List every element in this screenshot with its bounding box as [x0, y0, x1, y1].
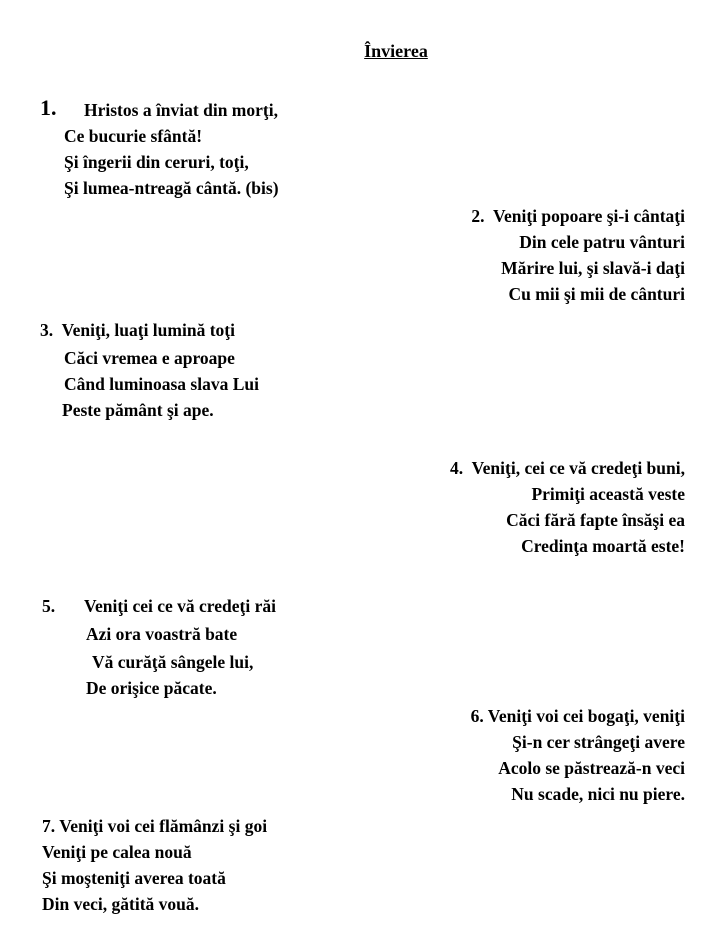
stanza-4 — [345, 456, 685, 566]
stanza-3-line-3: Când luminoasa slava Lui — [64, 374, 259, 394]
stanza-1-line-3: Şi îngerii din ceruri, toţi, — [64, 152, 249, 172]
stanza-4-line-4: Credinţa moartă este! — [521, 536, 685, 556]
stanza-6-number: 6. — [470, 706, 484, 726]
stanza-7-number: 7. — [42, 816, 56, 836]
stanza-5-line-3: Vă curăţă sângele lui, — [92, 652, 254, 672]
page-title: Învierea — [364, 41, 428, 61]
stanza-3-number: 3. — [40, 320, 54, 340]
stanza-6 — [345, 704, 685, 814]
stanza-4-line-3: Căci fără fapte însăşi ea — [506, 510, 685, 530]
stanza-3-line-1: 3. Veniţi, luaţi lumină toţi — [40, 320, 235, 340]
stanza-1-number: 1. — [40, 95, 57, 120]
stanza-2-line-3: Mărire lui, şi slavă-i daţi — [501, 258, 685, 278]
stanza-5-line-2: Azi ora voastră bate — [86, 624, 238, 644]
stanza-6-line-3: Acolo se păstrează-n veci — [498, 758, 685, 778]
stanza-5-line-4: De orişice păcate. — [86, 678, 217, 698]
stanza-6-line-4: Nu scade, nici nu piere. — [511, 784, 685, 804]
stanza-2-line-1: 2. Veniţi popoare şi-i cântaţi — [471, 206, 685, 226]
stanza-4-line-1: 4. Veniţi, cei ce vă credeţi buni, — [450, 458, 685, 478]
stanza-5-number: 5. — [42, 596, 56, 616]
stanza-4-line-2: Primiţi această veste — [531, 484, 685, 504]
stanza-5-line-1: Veniţi cei ce vă credeţi răi — [84, 596, 276, 616]
stanza-7-line-2: Veniţi pe calea nouă — [42, 842, 192, 862]
stanza-3-line-2: Căci vremea e aproape — [64, 348, 235, 368]
stanza-2-number: 2. — [471, 206, 485, 226]
stanza-4-number: 4. — [450, 458, 464, 478]
stanza-1-line-1: Hristos a înviat din morţi, — [84, 100, 278, 120]
stanza-1-line-2: Ce bucurie sfântă! — [64, 126, 203, 146]
stanza-7-line-3: Şi moşteniţi averea toată — [42, 868, 226, 888]
stanza-6-line-2: Şi-n cer strângeţi avere — [512, 732, 685, 752]
stanza-2 — [345, 204, 685, 314]
stanza-2-line-2: Din cele patru vânturi — [519, 232, 685, 252]
stanza-7-line-1: 7. Veniţi voi cei flămânzi şi goi — [42, 816, 268, 836]
stanza-2-line-4: Cu mii şi mii de cânturi — [508, 284, 685, 304]
stanza-3-line-4: Peste pământ şi ape. — [62, 400, 214, 420]
stanza-1-line-4: Şi lumea-ntreagă cântă. (bis) — [64, 178, 279, 198]
stanza-6-line-1: 6. Veniţi voi cei bogaţi, veniţi — [470, 706, 685, 726]
stanza-7-line-4: Din veci, gătită vouă. — [42, 894, 200, 914]
